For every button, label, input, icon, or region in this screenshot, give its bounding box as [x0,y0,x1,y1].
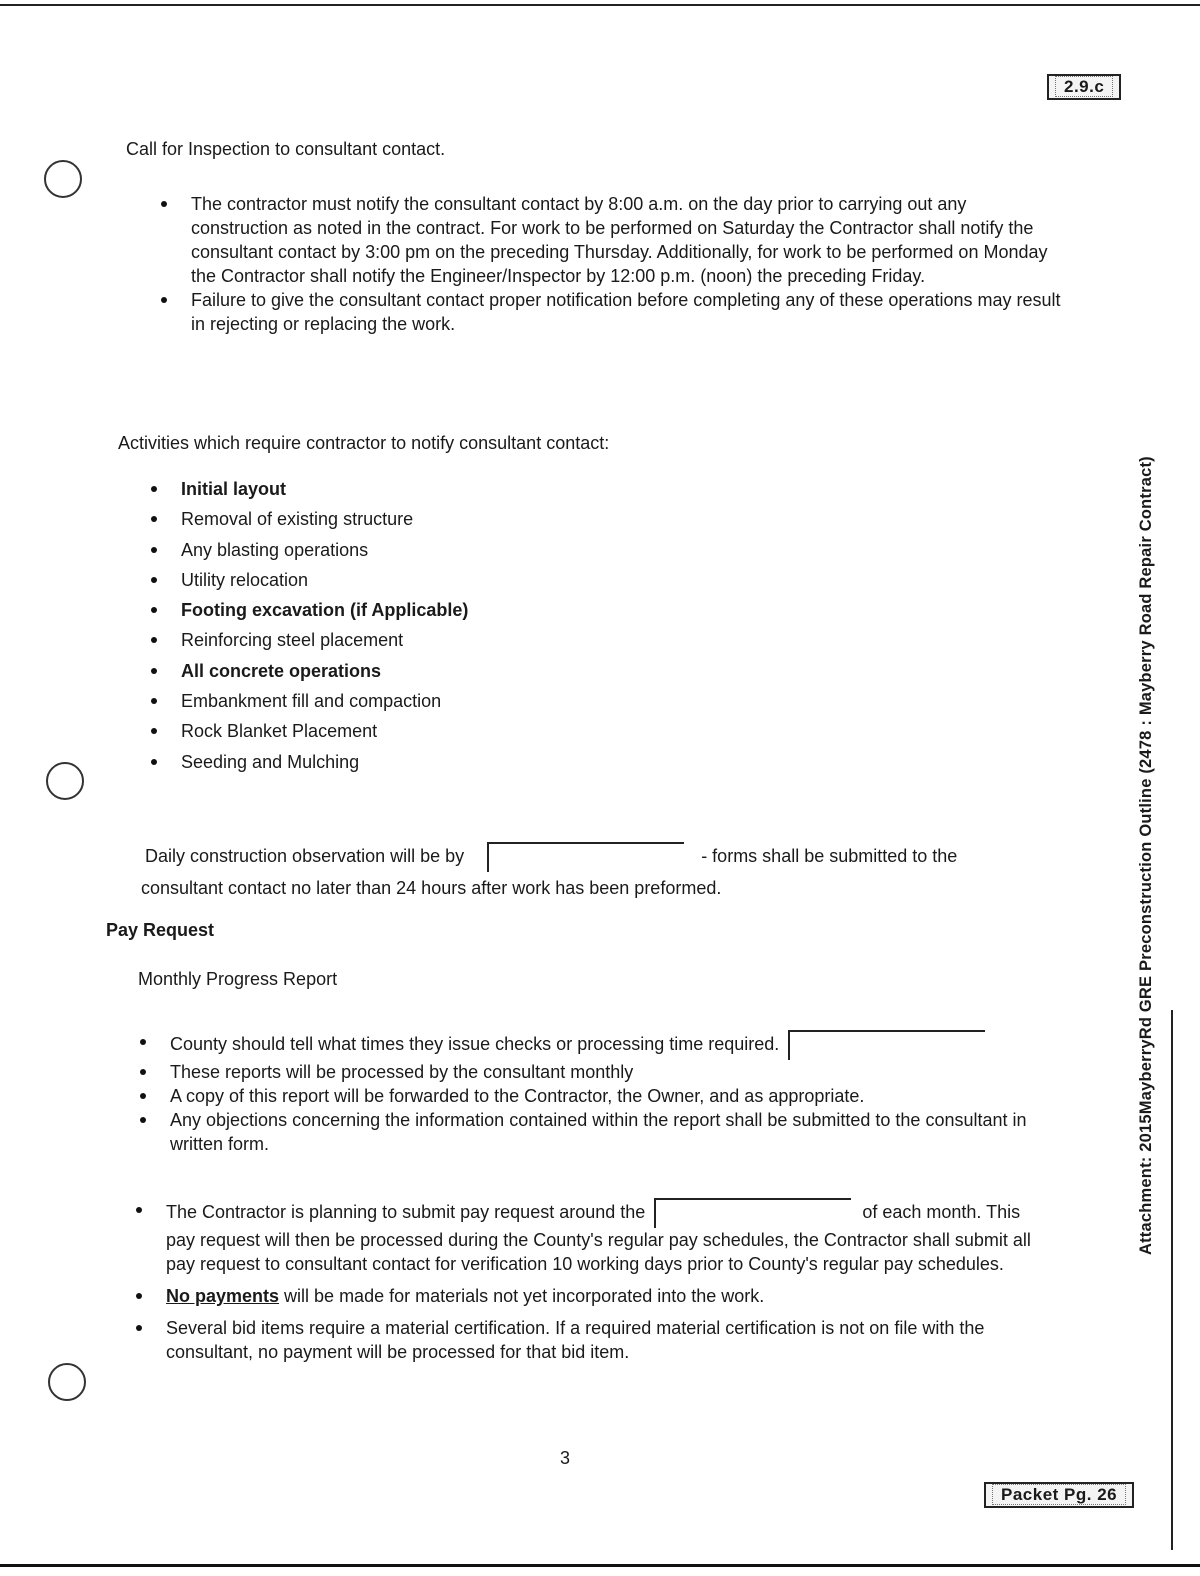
list-item: Any objections concerning the information contained within the report shall be submitted to the consultant in written form. [134,1108,1054,1156]
attachment-sidebar: Attachment: 2015MayberryRd GRE Preconstruction Outline (2478 : Mayberry Road Repair Contract) [1137,456,1155,1255]
punch-hole-top [44,160,82,198]
activities-heading: Activities which require contractor to notify consultant contact: [118,433,610,453]
packet-page-tag: Packet Pg. 26 [984,1482,1134,1508]
list-item: Footing excavation (if Applicable) [145,598,645,622]
list-item: Initial layout [145,477,645,501]
punch-hole-middle [46,762,84,800]
list-item: Seeding and Mulching [145,750,645,774]
pay-request-list-2 [130,1198,1050,1364]
observer-blank-field[interactable] [487,842,684,872]
list-item: The Contractor is planning to submit pay request around the of each month. This pay request will then be processed during the County's regular pay schedules, the Contractor shall submit all pay request to consultant contact for verification 10 working days prior to County's regular pay schedules. [130,1198,1050,1276]
list-item: Rock Blanket Placement [145,719,645,743]
list-item: Utility relocation [145,568,645,592]
daily-observation-line2: consultant contact no later than 24 hours after work has been preformed. [141,878,722,898]
page-number: 3 [559,1448,570,1468]
header-tag: 2.9.c [1047,74,1121,100]
submit-day-blank-field[interactable] [654,1198,851,1228]
top-rule [0,4,1200,6]
bottom-rule [0,1564,1200,1567]
list-item: All concrete operations [145,659,645,683]
list-item: No payments will be made for materials not yet incorporated into the work. [130,1284,1050,1308]
punch-hole-bottom [48,1363,86,1401]
daily-observation: Daily construction observation will be by - forms shall be submitted to the [145,842,1055,872]
monthly-report-subheading: Monthly Progress Report [138,969,338,989]
activities-list [145,477,645,780]
list-item: These reports will be processed by the consultant monthly [134,1060,1054,1084]
list-item: County should tell what times they issue checks or processing time required. [134,1030,1054,1060]
inspection-list [155,192,1065,336]
pay-request-heading: Pay Request [106,920,215,940]
pay-request-list [134,1030,1054,1156]
list-item: Several bid items require a material certification. If a required material certification is not on file with the consultant, no payment will be processed for that bid item. [130,1316,1050,1364]
list-item: A copy of this report will be forwarded to the Contractor, the Owner, and as appropriate. [134,1084,1054,1108]
list-item: Failure to give the consultant contact proper notification before completing any of these operations may result in rejecting or replacing the work. [155,288,1065,336]
inspection-heading: Call for Inspection to consultant contact. [126,139,446,159]
list-item: Embankment fill and compaction [145,689,645,713]
list-item: The contractor must notify the consultant contact by 8:00 a.m. on the day prior to carrying out any construction as noted in the contract. For work to be performed on Saturday the Contractor shall notify the consultant contact by 3:00 pm on the preceding Thursday. Additionally, for work to be performed on Monday the Contractor shall notify the Engineer/Inspector by 12:00 p.m. (noon) the preceding Friday. [155,192,1065,288]
processing-time-blank-field[interactable] [788,1030,985,1060]
list-item: Reinforcing steel placement [145,628,645,652]
list-item: Any blasting operations [145,538,645,562]
right-margin-rule [1171,1010,1173,1550]
list-item: Removal of existing structure [145,507,645,531]
